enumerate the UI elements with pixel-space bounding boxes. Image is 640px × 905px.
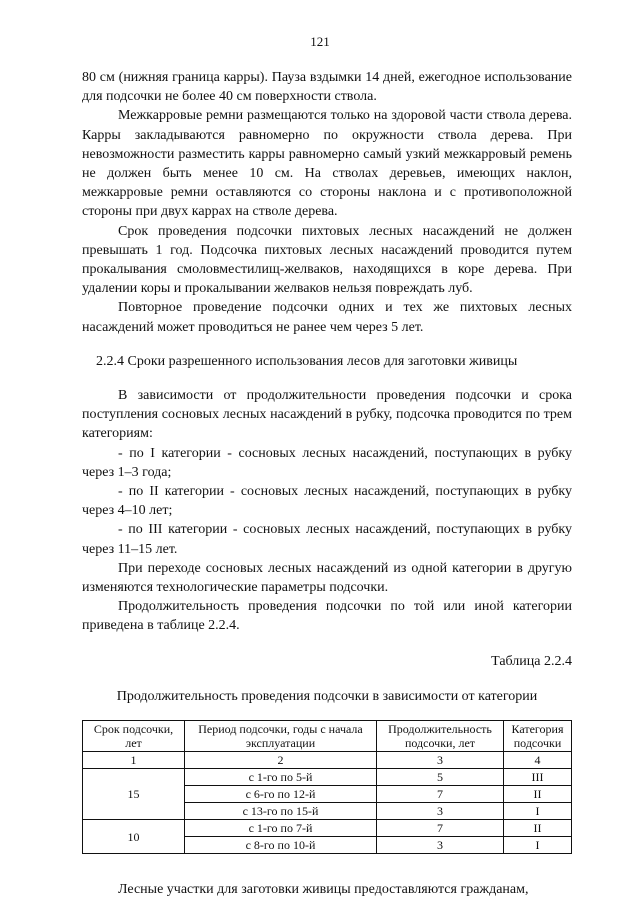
paragraph: 80 см (нижняя граница карры). Пауза вздымки 14 дней, ежегодное использование для подсочки не более 40 см поверхности ствола. [82, 70, 572, 105]
category-cell: I [504, 837, 572, 854]
table-row [83, 769, 572, 786]
period-cell: с 1-го по 5-й [185, 769, 377, 786]
table-title: Продолжительность проведения подсочки в зависимости от категории [116, 688, 538, 704]
list-item: - по I категории - сосновых лесных насаждений, поступающих в рубку через 1–3 года; [82, 445, 572, 480]
period-cell: с 13-го по 15-й [185, 803, 377, 820]
category-cell: II [504, 786, 572, 803]
header-cell: Срок подсочки, лет [83, 721, 185, 752]
paragraph: При переходе сосновых лесных насаждений из одной категории в другую изменяются технологические параметры подсочки. [82, 560, 572, 596]
period-cell: с 6-го по 12-й [185, 786, 377, 803]
list-item: - по III категории - сосновых лесных насаждений, поступающих в рубку через 11–15 лет. [82, 522, 572, 557]
table-label: Таблица 2.2.4 [491, 653, 572, 669]
duration-cell: 3 [377, 837, 504, 854]
paragraph: Продолжительность проведения подсочки по той или иной категории приведена в таблице 2.2.4. [82, 599, 572, 634]
column-number: 4 [504, 752, 572, 769]
paragraph: Повторное проведение подсочки одних и тех же пихтовых лесных насаждений может проводиться не ранее чем через 5 лет. [82, 300, 572, 335]
table-row [83, 820, 572, 837]
list-item: - по II категории - сосновых лесных насаждений, поступающих в рубку через 4–10 лет; [82, 484, 572, 519]
term-cell: 10 [83, 820, 185, 854]
paragraph: Межкарровые ремни размещаются только на здоровой части ствола дерева. Карры закладываются равномерно по окружности ствола дерева. При невозможности разместить карры равномерно самый узкий межкарровый ремень не должен быть менее 10 см. На стволах деревьев, имеющих наклон, межкарровые ремни оставляются со стороны наклона и с противоположной стороны при двух каррах на стволе дерева. [82, 108, 572, 220]
header-cell: Категория подсочки [504, 721, 572, 752]
column-number: 1 [83, 752, 185, 769]
column-number: 2 [185, 752, 377, 769]
table-header-row [83, 721, 572, 752]
section-heading: 2.2.4 Сроки разрешенного использования лесов для заготовки живицы [96, 353, 518, 369]
period-cell: с 1-го по 7-й [185, 820, 377, 837]
period-cell: с 8-го по 10-й [185, 837, 377, 854]
term-cell: 15 [83, 769, 185, 820]
category-cell: I [504, 803, 572, 820]
paragraph: В зависимости от продолжительности проведения подсочки и срока поступления сосновых лесных насаждений в рубку, подсочка проводится по трем категориям: [82, 388, 572, 442]
column-number: 3 [377, 752, 504, 769]
category-cell: III [504, 769, 572, 786]
duration-cell: 7 [377, 820, 504, 837]
header-cell: Продолжительность подсочки, лет [377, 721, 504, 752]
page-number: 121 [310, 34, 330, 49]
paragraph: Лесные участки для заготовки живицы предоставляются гражданам, [118, 882, 529, 898]
duration-cell: 3 [377, 803, 504, 820]
category-table [82, 720, 572, 854]
column-number-row [83, 752, 572, 769]
duration-cell: 7 [377, 786, 504, 803]
category-cell: II [504, 820, 572, 837]
document-body [82, 68, 572, 899]
header-cell: Период подсочки, годы с начала эксплуатации [185, 721, 377, 752]
paragraph: Срок проведения подсочки пихтовых лесных насаждений не должен превышать 1 год. Подсочка пихтовых лесных насаждений проводится путем прокалывания смоловместилищ-желваков, находящихся в коре дерева. При удалении коры и прокалывании желваков нельзя повреждать луб. [82, 223, 572, 297]
duration-cell: 5 [377, 769, 504, 786]
